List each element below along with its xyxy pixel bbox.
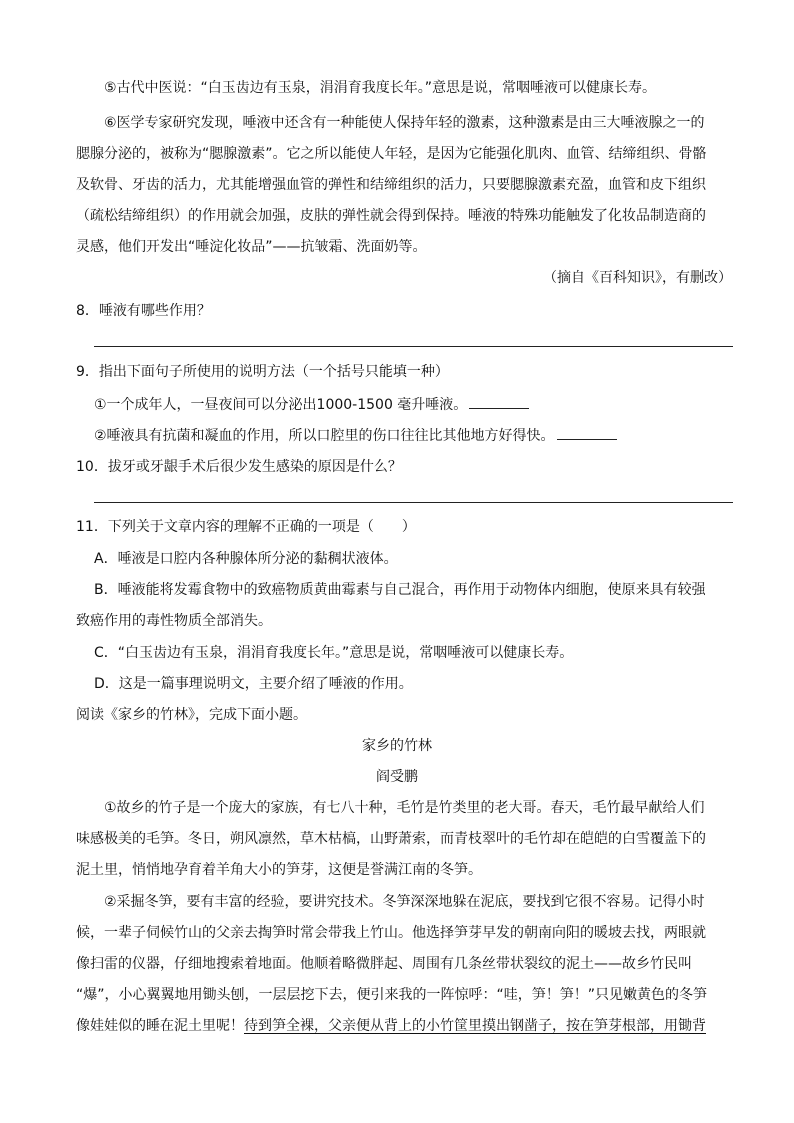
p1-line-2: 味感极美的毛笋。冬日，朔风凛然，草木枯槁，山野萧索，而青枝翠叶的毛竹却在皑皑的白雪覆盖下的: [76, 831, 706, 847]
question-9-item-2-text: ②唾液具有抗菌和凝血的作用，所以口腔里的伤口往往比其他地方好得快。: [94, 428, 555, 444]
underlined-sentence: 待到笋全裸，父亲便从背上的小竹筐里摸出钢凿子，按在笋芽根部，用锄背: [244, 1018, 706, 1034]
p2-line-5-plain: 像娃娃似的睡在泥土里呢！: [76, 1018, 244, 1034]
option-b-line-1[interactable]: B．唾液能将发霉食物中的致癌物质黄曲霉素与自己混合，再作用于动物体内细胞，使原来具有较强: [94, 582, 706, 598]
paragraph-5: ⑤古代中医说：“白玉齿边有玉泉，涓涓育我度长年。”意思是说，常咽唾液可以健康长寿。: [104, 80, 657, 96]
paragraph-6-line-4: （疏松结缔组织）的作用就会加强，皮肤的弹性就会得到保持。唾液的特殊功能触发了化妆品制造商的: [76, 208, 706, 224]
answer-blank-q9-2[interactable]: [557, 425, 617, 440]
answer-line-q8[interactable]: [94, 346, 733, 347]
article-title: 家乡的竹林: [362, 738, 432, 754]
paragraph-6-line-5: 灵感，他们开发出“唾淀化妆品”——抗皱霜、洗面奶等。: [76, 239, 427, 255]
question-9-item-1: [94, 394, 529, 415]
option-d[interactable]: D．这是一篇事理说明文，主要介绍了唾液的作用。: [94, 676, 413, 692]
answer-line-q10[interactable]: [94, 502, 733, 503]
option-a[interactable]: A．唾液是口腔内各种腺体所分泌的黏稠状液体。: [94, 551, 398, 567]
article-author: 阎受鹏: [376, 769, 418, 785]
question-9-item-1-text: ①一个成年人，一昼夜间可以分泌出1000-1500 毫升唾液。: [94, 397, 468, 413]
p2-line-5: [76, 1016, 706, 1036]
p2-line-2: 候，一辈子伺候竹山的父亲去掏笋时常会带我上竹山。他选择笋芽早发的朝南向阳的暖坡去找，两眼就: [76, 925, 706, 941]
question-10: 10．拔牙或牙龈手术后很少发生感染的原因是什么？: [76, 459, 402, 475]
option-b-line-2[interactable]: 致癌作用的毒性物质全部消失。: [76, 613, 272, 629]
p1-line-1: ①故乡的竹子是一个庞大的家族，有七八十种，毛竹是竹类里的老大哥。春天，毛竹最早献给人们: [104, 800, 705, 816]
question-9-item-2: [94, 425, 617, 446]
option-c[interactable]: C．“白玉齿边有玉泉，涓涓育我度长年。”意思是说，常咽唾液可以健康长寿。: [94, 645, 574, 661]
paragraph-6-line-1: ⑥医学专家研究发现，唾液中还含有一种能使人保持年轻的激素，这种激素是由三大唾液腺之一的: [104, 115, 705, 131]
p2-line-1: ②采掘冬笋，要有丰富的经验，要讲究技术。冬笋深深地躲在泥底，要找到它很不容易。记得小时: [104, 894, 705, 910]
answer-blank-q9-1[interactable]: [469, 394, 529, 409]
reading-intro: 阅读《家乡的竹林》，完成下面小题。: [76, 707, 307, 723]
paragraph-6-line-2: 腮腺分泌的，被称为“腮腺激素”。它之所以能使人年轻，是因为它能强化肌肉、血管、结缔组织、骨骼: [76, 146, 707, 162]
question-11: 11．下列关于文章内容的理解不正确的一项是（ ）: [76, 519, 416, 535]
paragraph-6-line-3: 及软骨、牙齿的活力，尤其能增强血管的弹性和结缔组织的活力，只要腮腺激素充盈，血管和皮下组织: [76, 177, 706, 193]
question-9: 9．指出下面句子所使用的说明方法（一个括号只能填一种）: [76, 364, 449, 380]
p1-line-3: 泥土里，悄悄地孕育着羊角大小的笋芽，这便是誉满江南的冬笋。: [76, 862, 482, 878]
p2-line-3: 像扫雷的仪器，仔细地搜索着地面。他顺着略微胖起、周围有几条丝带状裂纹的泥土——故乡竹民叫: [76, 956, 692, 972]
source-citation: （摘自《百科知识》，有删改）: [543, 270, 732, 286]
p2-line-4: “爆”，小心翼翼地用锄头刨，一层层挖下去，便引来我的一阵惊呼：“哇，笋！笋！”只见嫩黄色的冬笋: [76, 987, 708, 1003]
question-8: 8．唾液有哪些作用？: [76, 303, 211, 319]
